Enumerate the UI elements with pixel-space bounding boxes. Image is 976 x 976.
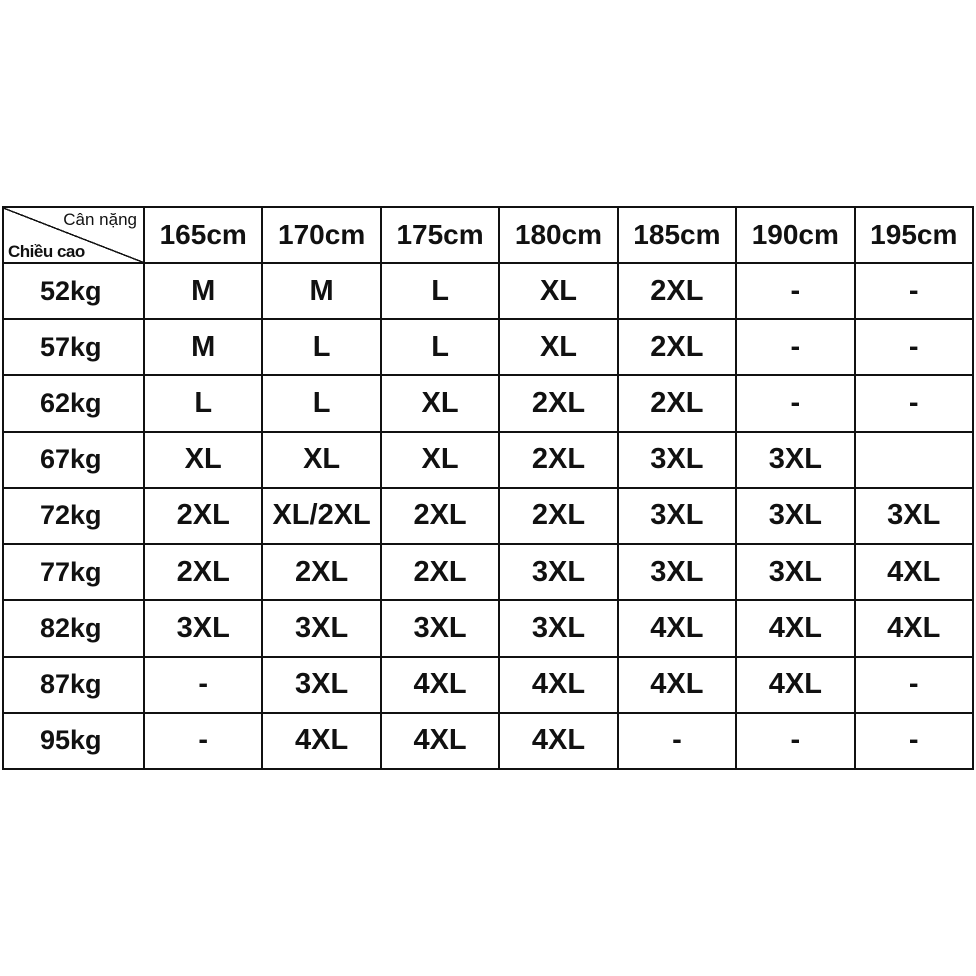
size-cell: 3XL	[618, 544, 736, 600]
size-cell: 4XL	[381, 657, 499, 713]
size-cell: 2XL	[618, 319, 736, 375]
size-cell: XL	[499, 263, 617, 319]
size-cell: 3XL	[855, 488, 973, 544]
size-cell: -	[855, 263, 973, 319]
column-header-165cm: 165cm	[144, 207, 262, 263]
size-cell: XL	[144, 432, 262, 488]
size-cell: 2XL	[618, 263, 736, 319]
row-header-weight: 67kg	[3, 432, 144, 488]
size-cell: 4XL	[855, 600, 973, 656]
size-cell: 4XL	[499, 713, 617, 769]
size-cell: 2XL	[618, 375, 736, 431]
size-cell: -	[736, 375, 854, 431]
size-cell: 2XL	[144, 544, 262, 600]
column-header-175cm: 175cm	[381, 207, 499, 263]
size-cell: 3XL	[144, 600, 262, 656]
row-header-weight: 82kg	[3, 600, 144, 656]
size-cell: XL	[381, 432, 499, 488]
size-cell: 4XL	[262, 713, 380, 769]
header-row	[3, 207, 973, 263]
size-cell: XL/2XL	[262, 488, 380, 544]
corner-header-cell	[3, 207, 144, 263]
table-row	[3, 713, 973, 769]
size-cell: 2XL	[144, 488, 262, 544]
size-cell: 3XL	[618, 432, 736, 488]
column-header-170cm: 170cm	[262, 207, 380, 263]
table-row	[3, 319, 973, 375]
size-cell: 3XL	[262, 657, 380, 713]
size-cell: L	[262, 319, 380, 375]
size-cell: 2XL	[499, 432, 617, 488]
size-cell: -	[855, 319, 973, 375]
size-cell: 4XL	[381, 713, 499, 769]
size-cell: 2XL	[499, 488, 617, 544]
size-cell: 4XL	[499, 657, 617, 713]
size-cell: -	[144, 713, 262, 769]
size-cell: 3XL	[736, 432, 854, 488]
column-header-180cm: 180cm	[499, 207, 617, 263]
table-row	[3, 544, 973, 600]
size-cell: XL	[499, 319, 617, 375]
size-cell: L	[262, 375, 380, 431]
column-header-190cm: 190cm	[736, 207, 854, 263]
size-cell: M	[262, 263, 380, 319]
size-cell: 4XL	[736, 600, 854, 656]
size-cell: L	[381, 319, 499, 375]
size-cell: 3XL	[262, 600, 380, 656]
size-cell: -	[618, 713, 736, 769]
size-cell: 4XL	[855, 544, 973, 600]
row-header-weight: 95kg	[3, 713, 144, 769]
table-row	[3, 600, 973, 656]
size-cell: 2XL	[499, 375, 617, 431]
size-cell: -	[855, 713, 973, 769]
size-cell: L	[381, 263, 499, 319]
size-cell: 3XL	[499, 544, 617, 600]
size-cell: -	[855, 657, 973, 713]
size-cell: L	[144, 375, 262, 431]
size-cell: XL	[381, 375, 499, 431]
size-cell: -	[144, 657, 262, 713]
table-row	[3, 263, 973, 319]
size-cell	[855, 432, 973, 488]
weight-axis-label: Cân nặng	[63, 210, 137, 229]
size-cell: 3XL	[381, 600, 499, 656]
height-axis-label: Chiều cao	[8, 242, 85, 261]
size-cell: -	[736, 713, 854, 769]
table-row	[3, 432, 973, 488]
size-cell: 3XL	[736, 488, 854, 544]
size-cell: 4XL	[618, 600, 736, 656]
table-row	[3, 657, 973, 713]
size-cell: 3XL	[736, 544, 854, 600]
column-header-185cm: 185cm	[618, 207, 736, 263]
row-header-weight: 77kg	[3, 544, 144, 600]
size-cell: -	[736, 263, 854, 319]
size-cell: 2XL	[381, 488, 499, 544]
size-cell: 4XL	[736, 657, 854, 713]
table-row	[3, 488, 973, 544]
table-row	[3, 375, 973, 431]
size-cell: XL	[262, 432, 380, 488]
size-cell: -	[736, 319, 854, 375]
row-header-weight: 52kg	[3, 263, 144, 319]
row-header-weight: 57kg	[3, 319, 144, 375]
size-chart-table	[2, 206, 974, 770]
size-cell: 3XL	[499, 600, 617, 656]
size-cell: 2XL	[262, 544, 380, 600]
size-cell: 2XL	[381, 544, 499, 600]
size-cell: 3XL	[618, 488, 736, 544]
size-cell: M	[144, 263, 262, 319]
size-cell: 4XL	[618, 657, 736, 713]
row-header-weight: 62kg	[3, 375, 144, 431]
size-cell: M	[144, 319, 262, 375]
size-cell: -	[855, 375, 973, 431]
column-header-195cm: 195cm	[855, 207, 973, 263]
row-header-weight: 87kg	[3, 657, 144, 713]
row-header-weight: 72kg	[3, 488, 144, 544]
